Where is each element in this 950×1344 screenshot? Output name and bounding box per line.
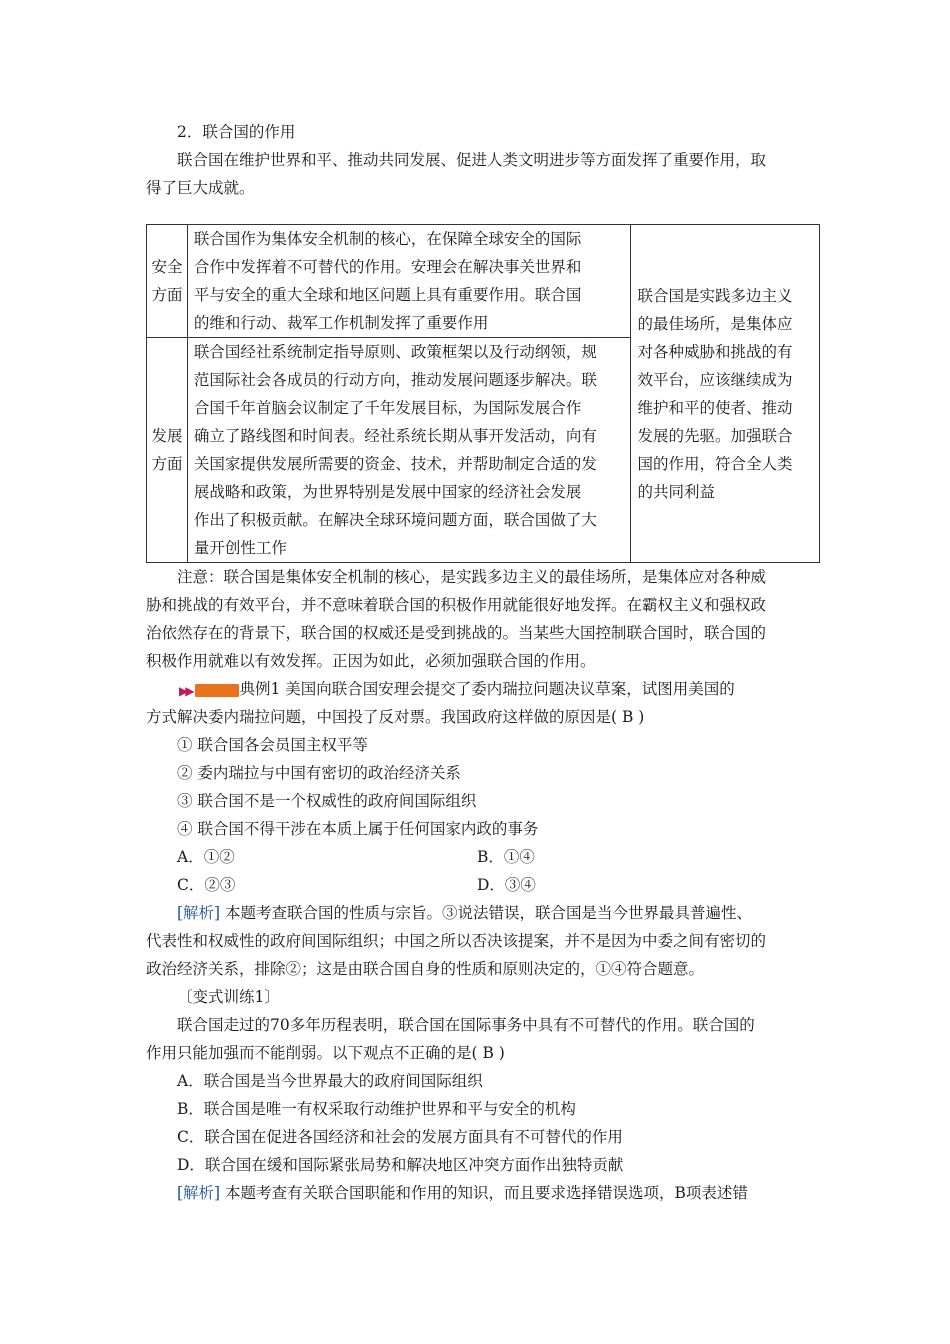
option-d: D．③④ (477, 876, 536, 894)
variant-option-b: B．联合国是唯一有权采取行动维护世界和平与安全的机构 (177, 1100, 576, 1118)
example-options-ab (146, 843, 820, 871)
example-question-line-2: 方式解决委内瑞拉问题，中国投了反对票。我国政府这样做的原因是( B ) (146, 708, 645, 726)
note-line-4: 积极作用就难以有效发挥。正因为如此，必须加强联合国的作用。 (146, 652, 596, 670)
variant-question-line-1: 联合国走过的70多年历程表明，联合国在国际事务中具有不可替代的作用。联合国的 (177, 1016, 755, 1034)
security-description: 联合国作为集体安全机制的核心，在保障全球安全的国际 合作中发挥着不可替代的作用。安理会在解决事关世界和 平与安全的重大全球和地区问题上具有重要作用。联合国 的维和行动、裁军工作机制发挥了重要作用 (187, 225, 631, 338)
example-options-cd (146, 871, 820, 899)
example-item-3: ③ 联合国不是一个权威性的政府间国际组织 (177, 792, 477, 810)
variant-option-c: C．联合国在促进各国经济和社会的发展方面具有不可替代的作用 (177, 1128, 623, 1146)
example-analysis-line-3: 政治经济关系，排除②；这是由联合国自身的性质和原则决定的，①④符合题意。 (146, 960, 705, 978)
section-title: 2．联合国的作用 (177, 123, 296, 141)
document-page (146, 118, 820, 1207)
summary-cell: 联合国是实践多边主义 的最佳场所，是集体应 对各种威胁和挑战的有 效平台，应该继续成为 维护和平的使者、推动 发展的先驱。加强联合 国的作用，符合全人类 的共同利益 (631, 225, 820, 563)
example-analysis-line-1: [解析] 本题考查联合国的性质与宗旨。③说法错误，联合国是当今世界最具普遍性、 (177, 904, 753, 922)
note-line-3: 治依然存在的背景下，联合国的权威还是受到挑战的。当某些大国控制联合国时，联合国的 (146, 624, 767, 642)
variant-title: 〔变式训练1〕 (177, 988, 280, 1006)
example-analysis-line-2: 代表性和权威性的政府间国际组织；中国之所以否决该提案，并不是因为中委之间有密切的 (146, 932, 767, 950)
un-role-table (146, 224, 820, 563)
category-development: 发展 方面 (147, 338, 188, 563)
variant-option-a: A．联合国是当今世界最大的政府间国际组织 (177, 1072, 483, 1090)
analysis-tag: [解析] (177, 904, 221, 922)
development-description: 联合国经社系统制定指导原则、政策框架以及行动纲领，规 范国际社会各成员的行动方向，推动发展问题逐步解决。联 合国千年首脑会议制定了千年发展目标，为国际发展合作 确立了路线图和时间表。经社系统长期从事开发活动，向有 关国家提供发展所需要的资金、技术，并帮助制定合适的发 展战略和政策，为世界特别是发展中国家的经济社会发展 作出了积极贡献。在解决全球环境问题方面，联合国做了大 量开创性工作 (187, 338, 631, 563)
example-item-4: ④ 联合国不得干涉在本质上属于任何国家内政的事务 (177, 820, 539, 838)
intro-line-1: 联合国在维护世界和平、推动共同发展、促进人类文明进步等方面发挥了重要作用，取 (177, 151, 767, 169)
category-security: 安全 方面 (147, 225, 188, 338)
example-item-2: ② 委内瑞拉与中国有密切的政治经济关系 (177, 764, 461, 782)
example-item-1: ① 联合国各会员国主权平等 (177, 736, 368, 754)
intro-line-2: 得了巨大成就。 (146, 179, 255, 197)
option-c: C．②③ (177, 876, 236, 894)
variant-question-line-2: 作用只能加强而不能削弱。以下观点不正确的是( B ) (146, 1044, 505, 1062)
example-question-line-1: ▶▶ 典例1 美国向联合国安理会提交了委内瑞拉问题决议草案，试图用美国的 (146, 675, 820, 703)
analysis-tag: [解析] (177, 1184, 221, 1202)
option-b: B．①④ (477, 848, 535, 866)
option-a: A．①② (177, 848, 235, 866)
note-line-2: 胁和挑战的有效平台，并不意味着联合国的积极作用就能很好地发挥。在霸权主义和强权政 (146, 596, 767, 614)
variant-analysis-line-1: [解析] 本题考查有关联合国职能和作用的知识，而且要求选择错误选项，B项表述错 (177, 1184, 748, 1202)
note-line-1: 注意：联合国是集体安全机制的核心，是实践多边主义的最佳场所，是集体应对各种威 (177, 568, 767, 586)
example-tag-icon: ▶▶ (179, 676, 239, 705)
table-row-security (147, 225, 820, 338)
variant-option-d: D．联合国在缓和国际紧张局势和解决地区冲突方面作出独特贡献 (177, 1156, 624, 1174)
